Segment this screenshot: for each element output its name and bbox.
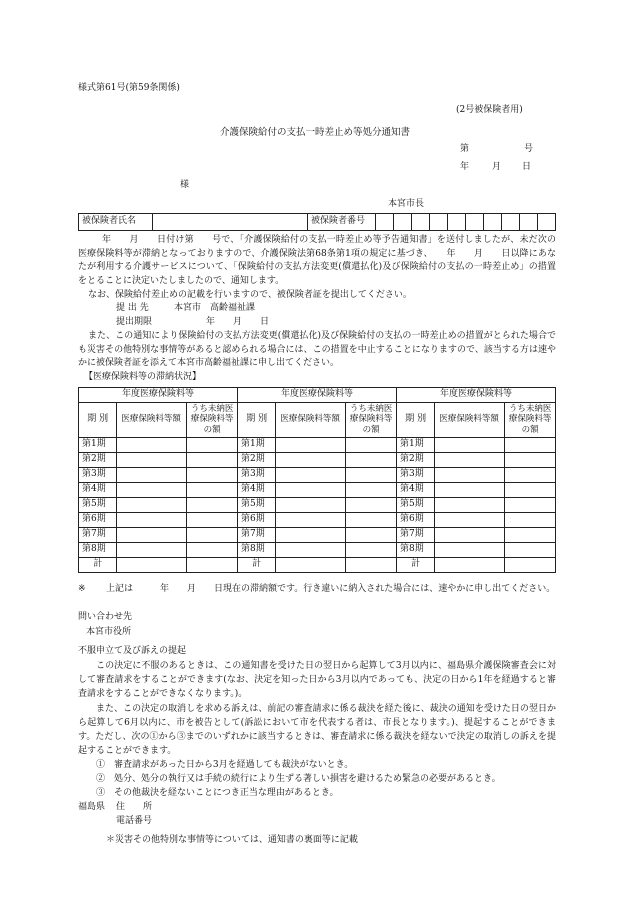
body-paragraph-3: また、この通知により保険給付の支払方法変更(償還払化)及び保険給付の支払の一時差止めの措置がとられた場合でも災害その他特別な事情等があると認められる場合には、この措置を中止することになりますので、該当する方は速やかに被保険者証を添えて本宮市高齢福祉課に申し出てください。 [78,331,556,368]
total-label: 計 [396,557,434,572]
contact-label: 問い合わせ先 [78,612,133,622]
note-text: 上記は 年 月 日現在の滞納額です。行き違いに納入された場合には、速やかに申し出てください。 [106,584,556,594]
year-label-2: 年度医療保険料等 [237,388,396,403]
col-amount: 医療保険料等額 [117,402,187,437]
insured-number-digit [376,214,394,231]
year-label-1: 年度医療保険料等 [79,388,238,403]
insured-number-digit [430,214,448,231]
insured-number-digit [412,214,430,231]
period-label: 第1期 [237,437,275,452]
col-period: 期 別 [237,402,275,437]
period-label: 第3期 [237,467,275,482]
table-row [79,452,556,467]
table-row [79,467,556,482]
table-row [79,497,556,512]
doc-no-go: 号 [524,144,534,154]
period-label: 第5期 [79,497,117,512]
appeal-paragraph-2: また、この決定の取消しを求める訴えは、前記の審査請求に係る裁決を経た後に、裁決の通知を受けた日の翌日から起算して6月以内に、市を被告として(訴訟において市を代表する者は、市長となります。)、提起することができます。ただし、次の①から③までのいずれかに該当するときは、審査請求に係る裁決を経ないで決定の取消しの訴えを提起することができます。 [78,704,556,756]
insured-number-digit [538,214,556,231]
submit-to-label: 提 出 先 [116,303,149,313]
date-day: 日 [522,162,532,172]
period-label: 第8期 [79,542,117,557]
submit-to-value: 本宮市 高齢福祉課 [174,303,256,313]
insured-type: (2号被保険者用) [456,105,523,115]
appeal-paragraph-1: この決定に不服のあるときは、この通知書を受けた日の翌日から起算して3月以内に、福島県介護保険審査会に対して審査請求をすることができます(なお、決定を知った日から3月以内であっても、決定の日から1年を経過すると審査請求をすることができなくなります。)。 [78,661,556,699]
body-paragraph-2: なお、保険給付差止めの記載を行いますので、被保険者証を提出してください。 [88,290,412,300]
note-mark: ※ [78,584,86,594]
insured-number-digit [448,214,466,231]
period-label: 第7期 [79,527,117,542]
sender-mayor: 本宮市長 [388,199,425,209]
table-row [79,542,556,557]
document-title: 介護保険給付の支払一時差止め等処分通知書 [219,127,410,138]
arrears-heading: 【医療保険料等の滞納状況】 [84,372,202,382]
footnote: ＊災害その他特別な事情等については、通知書の裏面等に記載 [106,835,358,845]
col-amount: 医療保険料等額 [435,402,505,437]
insured-name-label: 被保険者氏名 [79,214,153,231]
period-label: 第4期 [79,482,117,497]
insured-number-digit [484,214,502,231]
period-label: 第4期 [237,482,275,497]
doc-no-dai: 第 [460,144,470,154]
phone-label: 電話番号 [116,816,153,826]
addressee-sama: 様 [180,180,190,190]
col-period: 期 別 [396,402,434,437]
table-row [79,527,556,542]
appeal-heading: 不服申立て及び訴えの提起 [78,646,187,656]
body-paragraph-1: 年 月 日付け第 号で、「介護保険給付の支払一時差止め等予告通知書」を送付しましたが、未だ次の医療保険料等が滞納となっておりますので、介護保険法第68条第1項の規定に基づき、 年 月 日以降にあなたが利用する介護サービスについて、「保険給付の支払方法変更(償還払化)及び保険給付の支払の一時差止め」の措置をとることに決定いたしましたので、通知します。 [78,235,556,286]
period-label: 第7期 [396,527,434,542]
total-label: 計 [79,557,117,572]
insured-number-digit [502,214,520,231]
deadline-label: 提出期限 [116,317,153,327]
total-label: 計 [237,557,275,572]
arrears-table [78,387,556,573]
contact-value: 本宮市役所 [86,627,132,637]
table-row [79,437,556,452]
insured-number-digit [466,214,484,231]
appeal-item-3: ③ その他裁決を経ないことにつき正当な理由があるとき。 [96,788,339,798]
period-label: 第3期 [396,467,434,482]
table-row [79,512,556,527]
date-month: 月 [492,162,502,172]
col-period: 期 別 [79,402,117,437]
period-label: 第6期 [396,512,434,527]
period-label: 第2期 [79,452,117,467]
period-label: 第8期 [396,542,434,557]
year-label-3: 年度医療保険料等 [396,388,555,403]
period-label: 第1期 [396,437,434,452]
date-year: 年 [460,162,470,172]
appeal-item-2: ② 処分、処分の執行又は手続の続行により生ずる著しい損害を避けるため緊急の必要があるとき。 [96,774,501,784]
insured-info-table [78,213,556,231]
insured-name-cell [153,214,308,231]
period-label: 第2期 [396,452,434,467]
insured-number-digit [394,214,412,231]
period-label: 第1期 [79,437,117,452]
period-label: 第2期 [237,452,275,467]
form-number: 様式第61号(第59条関係) [78,83,180,93]
col-unpaid: うち未納医療保険料等の額 [505,402,556,437]
period-label: 第4期 [396,482,434,497]
period-label: 第8期 [237,542,275,557]
col-unpaid: うち未納医療保険料等の額 [346,402,397,437]
period-label: 第6期 [79,512,117,527]
period-label: 第5期 [396,497,434,512]
insured-number-label: 被保険者番号 [308,214,376,231]
col-amount: 医療保険料等額 [276,402,346,437]
table-row [79,482,556,497]
deadline-date: 年 月 日 [206,317,270,327]
period-label: 第5期 [237,497,275,512]
insured-number-digit [520,214,538,231]
table-row [79,557,556,572]
col-unpaid: うち未納医療保険料等の額 [187,402,238,437]
address-label: 住 所 [116,802,153,812]
prefecture: 福島県 [78,802,106,812]
period-label: 第7期 [237,527,275,542]
appeal-item-1: ① 審査請求があった日から3月を経過しても裁決がないとき。 [96,760,354,770]
period-label: 第6期 [237,512,275,527]
period-label: 第3期 [79,467,117,482]
